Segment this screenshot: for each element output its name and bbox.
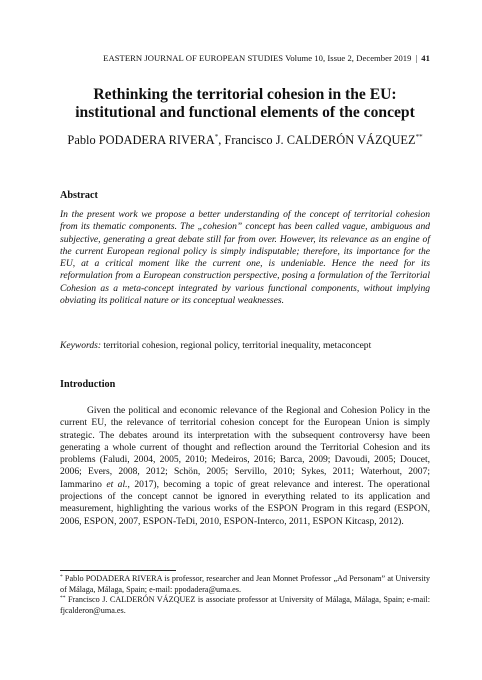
keywords-text: territorial cohesion, regional policy, territorial inequality, metaconcept [101,340,372,351]
page-number: 41 [421,53,430,63]
author-footnote-mark-1: * [214,133,219,141]
introduction-text-part-1: Given the political and economic relevance of the Regional and Cohesion Policy in the current EU, the relevance of territorial cohesion concept for the European Union is simply strategic. The debates around its interpretation with the subsequent controversy have been generating a whole current of thought and reflection around the Territorial Cohesion and its problems (Faludi, 2004, 2005, 2010; Medeiros, 2016; Barca, 2009; Davoudi, 2005; Doucet, 2006; Evers, 2008, 2012; Schön, 2005; Servillo, 2010; Sykes, 2011; Waterhout, 2007; Iammarino [60,405,430,490]
author-line [60,132,430,149]
footnote-2 [60,595,430,616]
author-joiner: , [218,133,225,147]
author-name-2: Francisco J. CALDERÓN VÁZQUEZ [224,133,416,147]
abstract-text: In the present work we propose a better understanding of the concept of territorial cohesion from its thematic components. The „cohesion” concept has been called vague, ambiguous and subjective, generating a great debate still far from over. However, its relevance as an engine of the current European regional policy is simply indisputable; therefore, its importance for the EU, at a critical moment like the current one, is undeniable. Hence the need for its reformulation from a European construction perspective, posing a formulation of the Territorial Cohesion as a meta-concept integrated by various functional components, without implying obviating its political nature or its conceptual weaknesses. [60,209,430,307]
introduction-paragraph [60,405,430,528]
footnote-mark-1: * [60,574,63,580]
introduction-heading: Introduction [60,379,116,390]
author-name-1: Pablo PODADERA RIVERA [67,133,215,147]
keywords-label: Keywords: [60,340,102,351]
footnote-text-1: Pablo PODADERA RIVERA is professor, researcher and Jean Monnet Professor „Ad Personam” at University of Málaga, Málaga, Spain; e-mail: ppodadera@uma.es. [60,574,430,594]
abstract-heading: Abstract [60,190,98,201]
footnote-mark-2: ** [60,595,66,602]
article-title: Rethinking the territorial cohesion in the EU: institutional and functional elements of the concept [75,86,415,121]
introduction-text-part-2: , 2017), becoming a topic of great relevance and interest. The operational projections of the concept cannot be ignored in everything related to its application and measurement, highlighting the various works of the ESPON Program in this regard (ESPON, 2006, ESPON, 2007, ESPON-TeDi, 2010, ESPON-Interco, 2011, ESPON Kitcasp, 2012). [60,478,430,527]
footnote-1 [60,574,430,595]
author-footnote-mark-2: ** [415,133,423,141]
et-al-citation: et al. [106,478,128,490]
journal-name: EASTERN JOURNAL OF EUROPEAN STUDIES [103,53,284,63]
issue-info: Volume 10, Issue 2, December 2019 [285,53,412,63]
keywords-line [60,340,430,352]
footnotes [60,574,430,616]
footnote-text-2: Francisco J. CALDERÓN VÁZQUEZ is associate professor at University of Málaga, Málaga, Spain; e-mail: fjcalderon@uma.es. [60,595,430,615]
running-head [60,53,430,63]
running-head-separator: | [415,53,418,63]
footnote-divider [60,570,176,571]
